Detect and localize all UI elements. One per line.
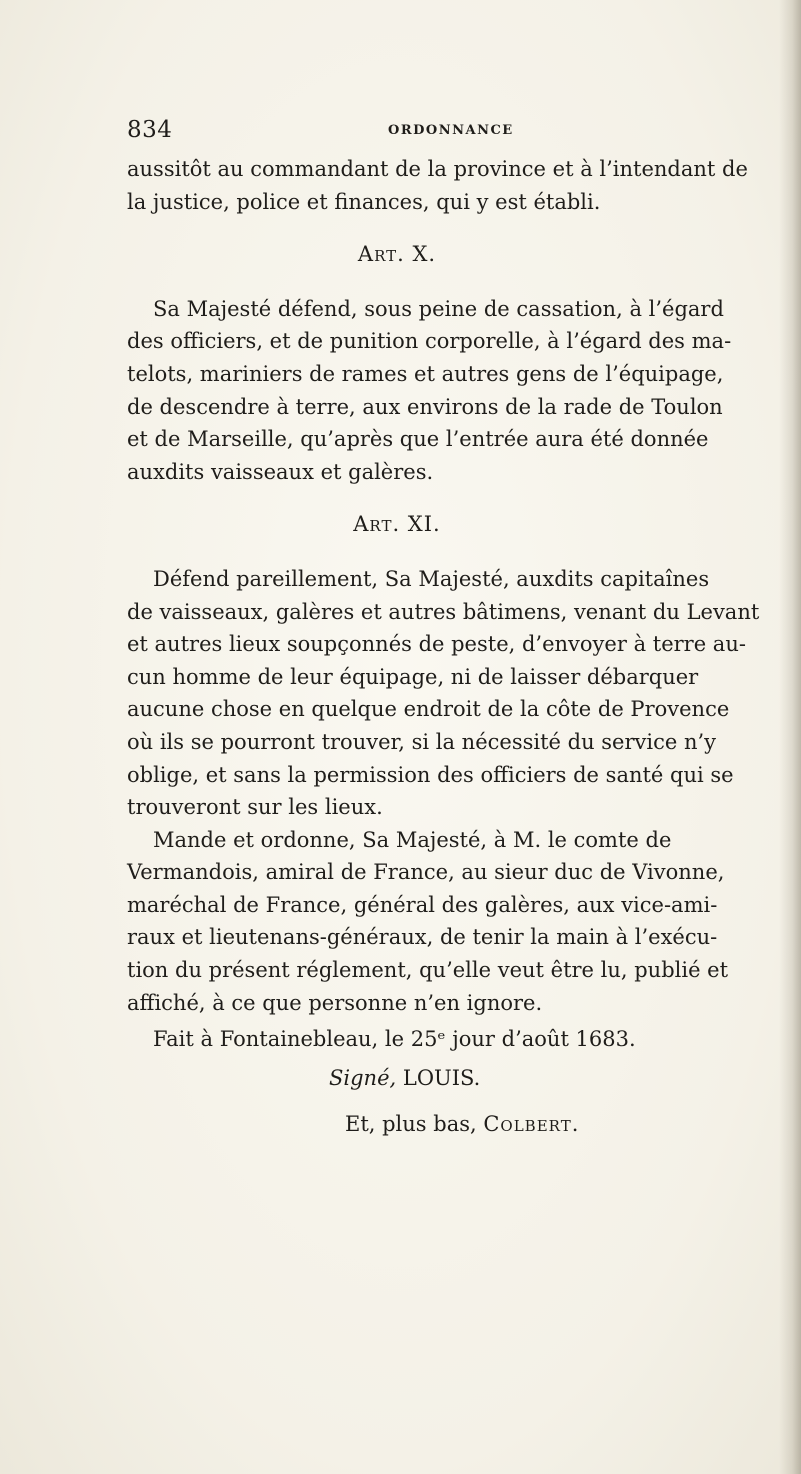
signature-line [127, 1062, 667, 1095]
signe-label: Signé, [329, 1065, 397, 1090]
countersign-prefix: Et, plus bas, [345, 1112, 477, 1137]
text-line: tion du présent réglement, qu’elle veut être lu, publié et [127, 958, 729, 983]
text-line: cun homme de leur équipage, ni de laisser débarquer [127, 664, 699, 689]
text-line: où ils se pourront trouver, si la nécessité du service n’y [127, 729, 717, 754]
text-line: Défend pareillement, Sa Majesté, auxdits capitaînes [153, 566, 710, 591]
signature-name: LOUIS. [402, 1065, 481, 1090]
text-line: la justice, police et finances, qui y est établi. [127, 189, 601, 214]
text-line: auxdits vaisseaux et galères. [127, 459, 434, 484]
running-head: ORDONNANCE [388, 123, 514, 138]
text-line: aucune chose en quelque endroit de la côte de Provence [127, 697, 730, 722]
text-line: trouveront sur les lieux. [127, 795, 383, 820]
text-line: et de Marseille, qu’après que l’entrée aura été donnée [127, 427, 709, 452]
text-line: telots, mariniers de rames et autres gens de l’équipage, [127, 361, 724, 386]
text-line: affiché, à ce que personne n’en ignore. [127, 990, 543, 1015]
text-line: Vermandois, amiral de France, au sieur duc de Vivonne, [127, 860, 725, 885]
page-number: 834 [127, 117, 173, 143]
page-header [127, 117, 687, 147]
text-line: de descendre à terre, aux environs de la rade de Toulon [127, 394, 723, 419]
text-line: de vaisseaux, galères et autres bâtimens, venant du Levant [127, 599, 760, 624]
text-line: et autres lieux soupçonnés de peste, d’envoyer à terre au- [127, 632, 746, 657]
text-line: maréchal de France, général des galères, aux vice-ami- [127, 892, 718, 917]
text-line: Mande et ordonne, Sa Majesté, à M. le comte de [153, 827, 672, 852]
text-line: oblige, et sans la permission des officiers de santé qui se [127, 762, 734, 787]
date-line: Fait à Fontainebleau, le 25ᵉ jour d’août 1683. [153, 1027, 636, 1052]
countersign-name: Colbert. [483, 1112, 580, 1137]
article-heading-xi: Art. XI. [353, 512, 441, 537]
text-line: Sa Majesté défend, sous peine de cassation, à l’égard [153, 296, 724, 321]
text-line: raux et lieutenans-généraux, de tenir la main à l’exécu- [127, 925, 718, 950]
text-line: des officiers, et de punition corporelle, à l’égard des ma- [127, 329, 732, 354]
page-edge-shadow [779, 0, 801, 1474]
body-text [127, 153, 760, 1141]
countersign-line [127, 1108, 667, 1141]
article-heading-x: Art. X. [357, 242, 437, 267]
text-line: aussitôt au commandant de la province et à l’intendant de [127, 157, 748, 181]
